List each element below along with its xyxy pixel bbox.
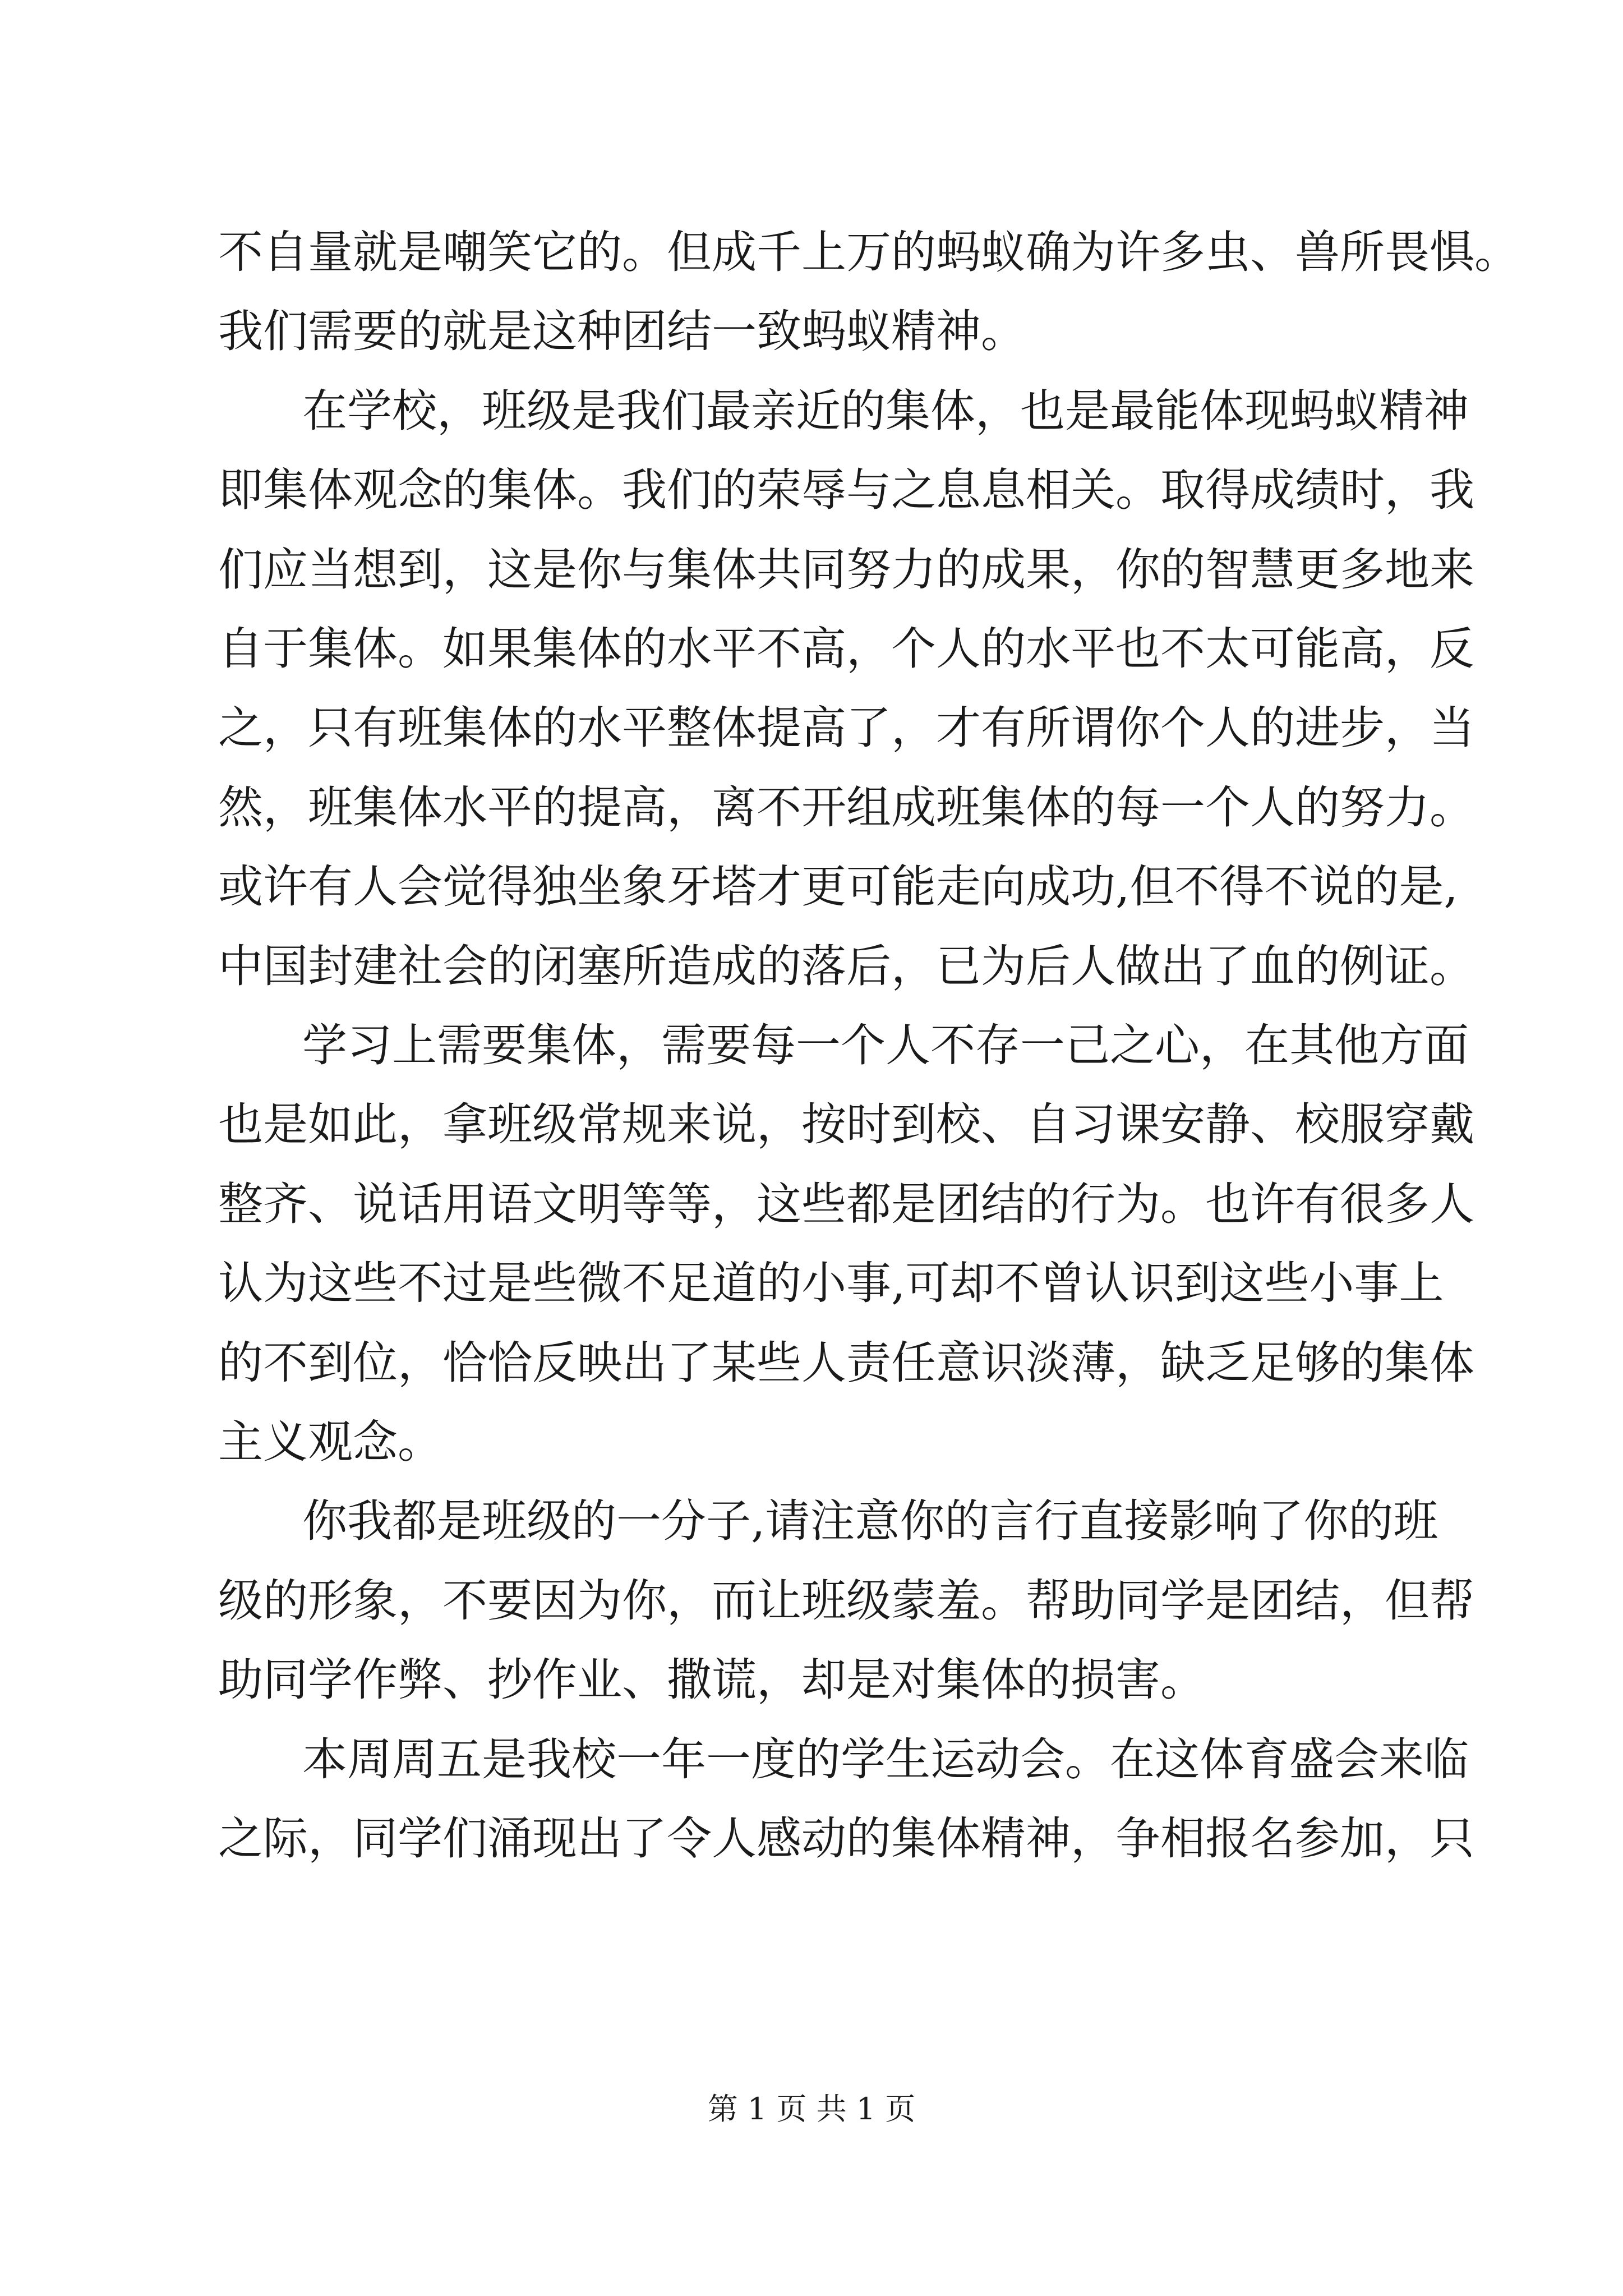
text-line: 之际，同学们涌现出了令人感动的集体精神，争相报名参加，只: [218, 1812, 1474, 1865]
text-line: 自于集体。如果集体的水平不高，个人的水平也不太可能高，反: [218, 623, 1474, 675]
text-line: 整齐、说话用语文明等等，这些都是团结的行为。也许有很多人: [218, 1178, 1474, 1230]
text-line: 我们需要的就是这种团结一致蚂蚁精神。: [218, 305, 1026, 357]
text-line: 的不到位，恰恰反映出了某些人责任意识淡薄，缺乏足够的集体: [218, 1337, 1474, 1389]
text-line: 助同学作弊、抄作业、撒谎，却是对集体的损害。: [218, 1654, 1205, 1706]
text-line: 中国封建社会的闭塞所造成的落后，已为后人做出了血的例证。: [218, 940, 1474, 992]
text-line: 或许有人会觉得独坐象牙塔才更可能走向成功,但不得不说的是,: [218, 861, 1458, 913]
paragraph-first-line: 学习上需要集体，需要每一个人不存一己之心，在其他方面: [302, 1019, 1469, 1071]
paragraph-first-line: 在学校，班级是我们最亲近的集体，也是最能体现蚂蚁精神: [302, 385, 1469, 437]
text-line: 之，只有班集体的水平整体提高了，才有所谓你个人的进步，当: [218, 702, 1474, 754]
text-line: 即集体观念的集体。我们的荣辱与之息息相关。取得成绩时，我: [218, 464, 1474, 516]
paragraph-first-line: 你我都是班级的一分子,请注意你的言行直接影响了你的班: [302, 1495, 1438, 1547]
text-line: 也是如此，拿班级常规来说，按时到校、自习课安静、校服穿戴: [218, 1098, 1474, 1151]
text-line: 主义观念。: [218, 1416, 442, 1468]
text-line: 们应当想到，这是你与集体共同努力的成果，你的智慧更多地来: [218, 544, 1474, 596]
text-line: 然，班集体水平的提高，离不开组成班集体的每一个人的努力。: [218, 781, 1474, 834]
page-footer: 第 1 页 共 1 页: [707, 2091, 916, 2127]
paragraph-first-line: 本周周五是我校一年一度的学生运动会。在这体育盛会来临: [302, 1733, 1469, 1786]
text-line: 认为这些不过是些微不足道的小事,可却不曾认识到这些小事上: [218, 1257, 1444, 1309]
text-line: 不自量就是嘲笑它的。但成千上万的蚂蚁确为许多虫、兽所畏惧。: [218, 226, 1519, 278]
text-line: 级的形象，不要因为你，而让班级蒙羞。帮助同学是团结，但帮: [218, 1575, 1474, 1627]
